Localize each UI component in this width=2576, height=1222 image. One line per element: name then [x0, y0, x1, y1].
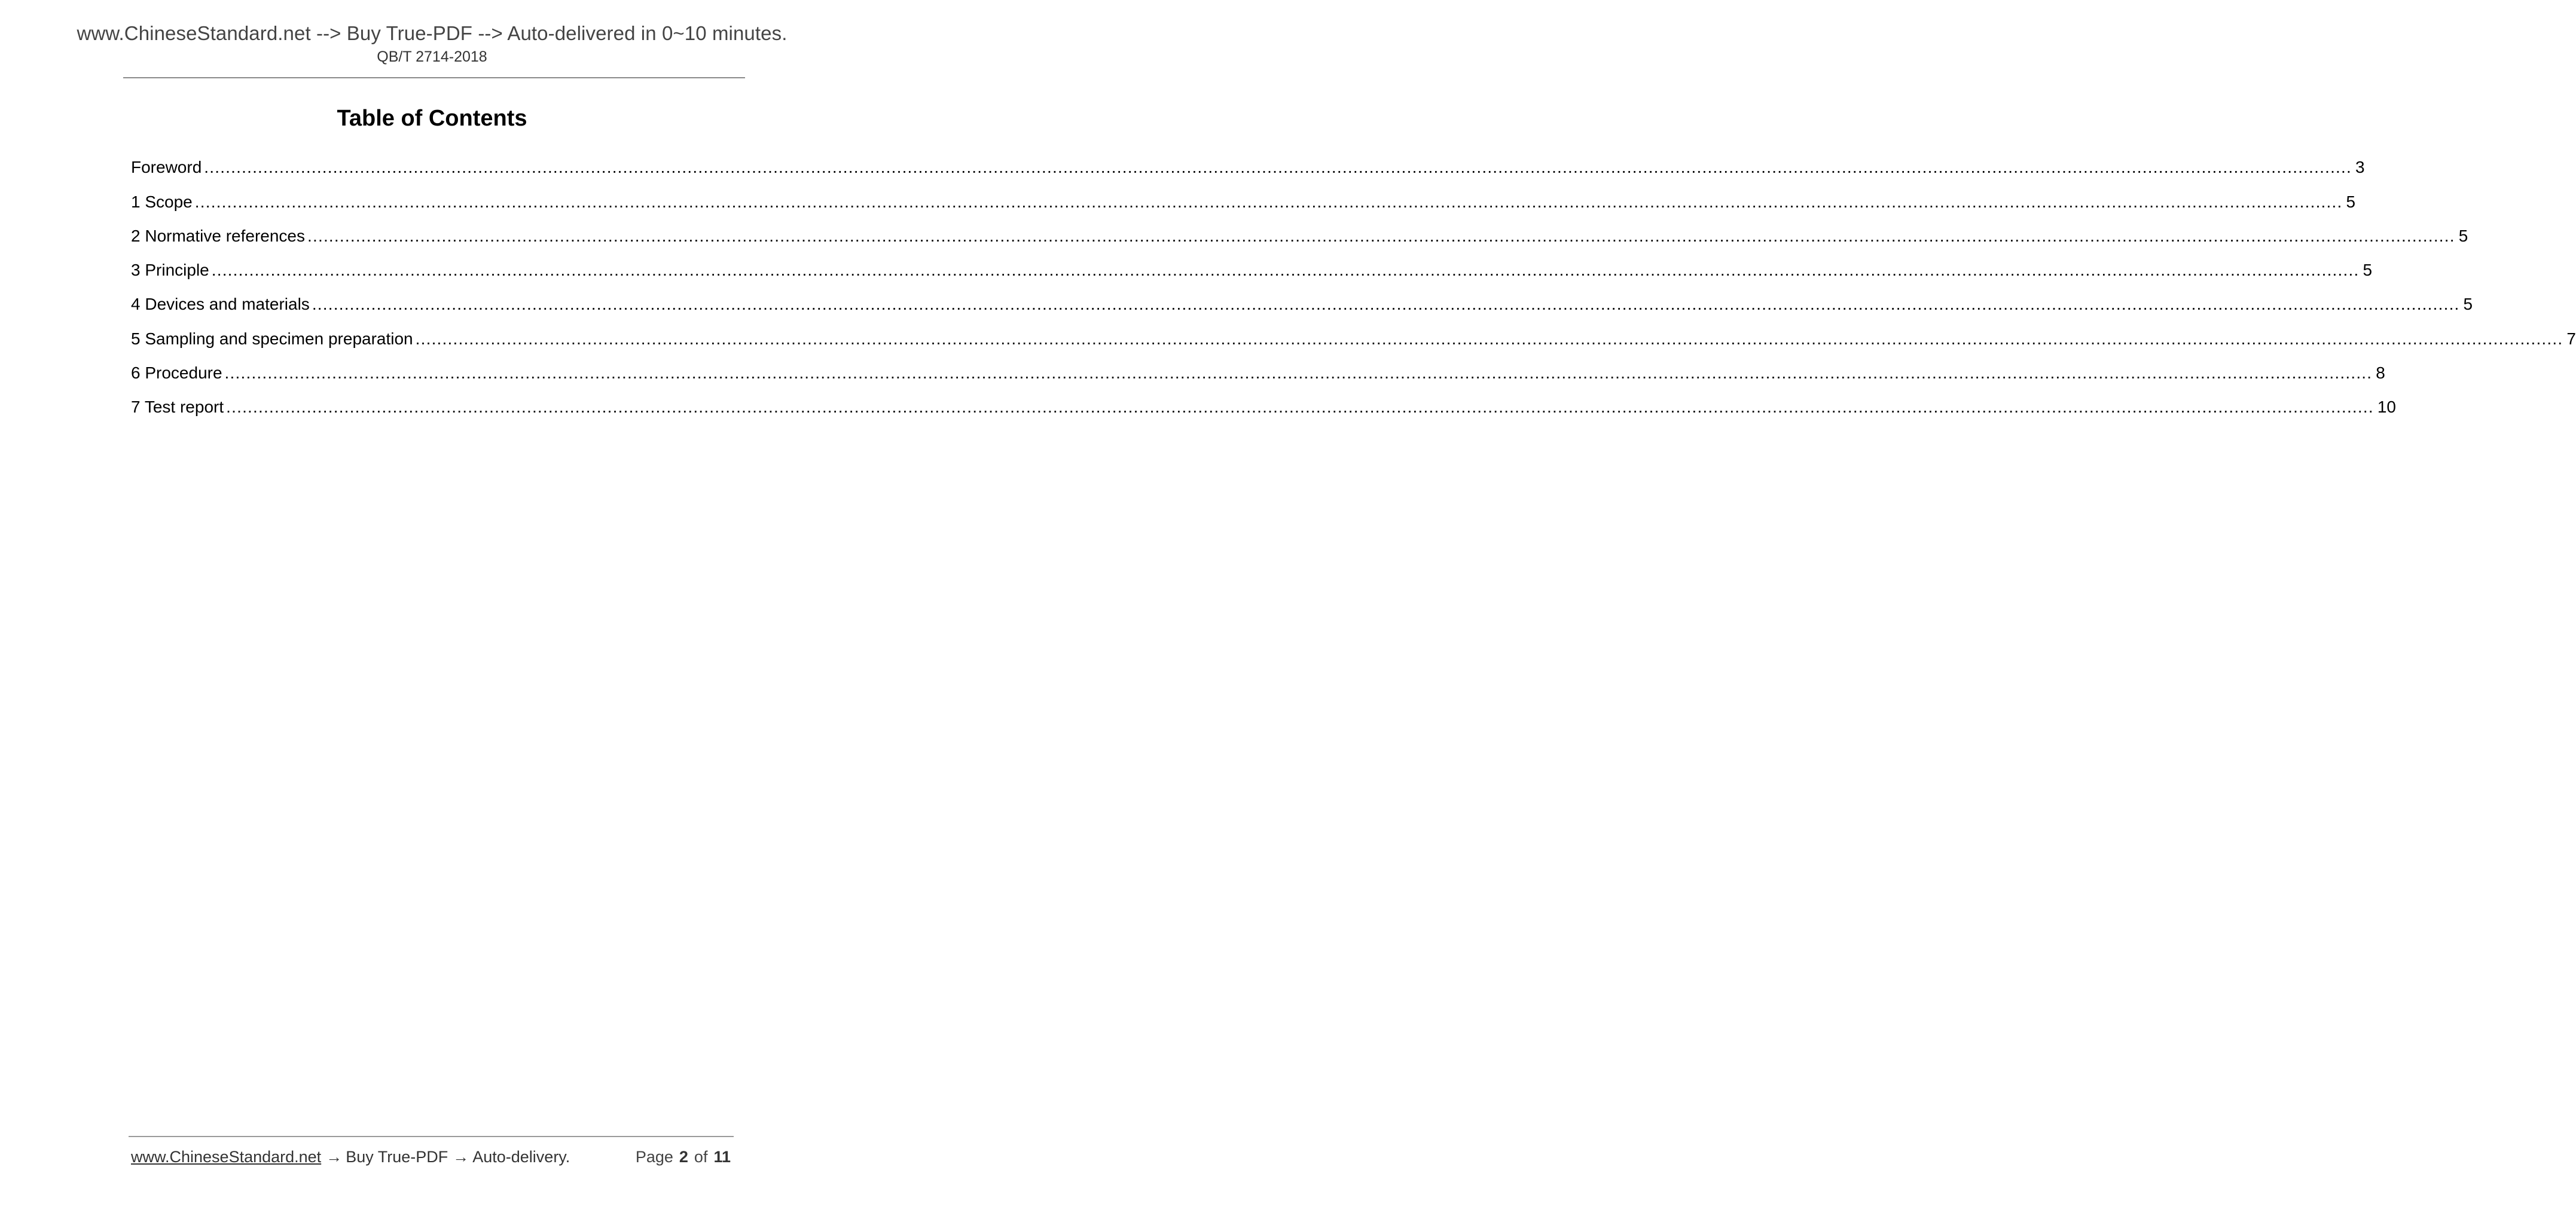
toc-entry-label: 6 Procedure	[131, 363, 222, 383]
header-divider	[123, 77, 745, 78]
toc-entry-sampling[interactable]	[131, 316, 2576, 350]
toc-entry-foreword[interactable]	[131, 145, 2365, 179]
footer-delivery-text: Auto-delivery.	[472, 1148, 570, 1166]
footer-site-link[interactable]: www.ChineseStandard.net	[131, 1148, 322, 1166]
toc-title: Table of Contents	[337, 106, 527, 131]
toc-entry-page: 3	[2355, 158, 2365, 177]
toc-dot-leader: ................................................................................................................................................................................................................................................................................................................................................................................................................	[415, 329, 2563, 348]
page-word: Page	[635, 1148, 673, 1166]
toc-entry-normative-references[interactable]	[131, 214, 2468, 248]
toc-entry-scope[interactable]	[131, 179, 2356, 213]
toc-entry-label: Foreword	[131, 158, 202, 177]
standard-code: QB/T 2714-2018	[377, 48, 487, 65]
toc-entry-label: 1 Scope	[131, 192, 193, 211]
toc-entry-label: 4 Devices and materials	[131, 295, 310, 314]
page-current: 2	[679, 1148, 688, 1166]
footer-promo	[131, 1147, 570, 1167]
right-arrow-icon: →	[453, 1148, 469, 1166]
toc-entry-label: 7 Test report	[131, 398, 224, 417]
page-total: 11	[713, 1148, 731, 1166]
toc-entry-test-report[interactable]	[131, 385, 2396, 419]
toc-entry-page: 8	[2376, 363, 2385, 383]
toc-dot-leader: ................................................................................................................................................................................................................................................................................................................................................................................................................	[224, 363, 2373, 383]
footer-divider	[129, 1136, 734, 1137]
toc-entry-page: 5	[2458, 226, 2468, 245]
toc-entry-label: 2 Normative references	[131, 226, 306, 245]
toc-entry-page: 5	[2363, 261, 2373, 280]
toc-entry-devices-and-materials[interactable]	[131, 282, 2473, 316]
toc-dot-leader: ................................................................................................................................................................................................................................................................................................................................................................................................................	[307, 226, 2455, 245]
of-word: of	[694, 1148, 708, 1166]
toc-entry-page: 10	[2377, 398, 2396, 417]
toc-entry-page: 5	[2346, 192, 2356, 211]
toc-dot-leader: ................................................................................................................................................................................................................................................................................................................................................................................................................	[226, 398, 2374, 417]
toc-entry-page: 5	[2463, 295, 2473, 314]
toc-entry-procedure[interactable]	[131, 351, 2385, 385]
toc-entry-label: 3 Principle	[131, 261, 209, 280]
toc-entry-page: 7	[2566, 329, 2576, 348]
toc-list	[131, 145, 2576, 419]
right-arrow-icon: →	[326, 1148, 343, 1166]
footer-buy-text: Buy True-PDF	[346, 1148, 448, 1166]
toc-dot-leader: ................................................................................................................................................................................................................................................................................................................................................................................................................	[211, 261, 2360, 280]
toc-dot-leader: ................................................................................................................................................................................................................................................................................................................................................................................................................	[312, 295, 2460, 314]
toc-entry-principle[interactable]	[131, 248, 2373, 282]
toc-dot-leader: ................................................................................................................................................................................................................................................................................................................................................................................................................	[204, 158, 2352, 177]
toc-dot-leader: ................................................................................................................................................................................................................................................................................................................................................................................................................	[194, 192, 2343, 211]
toc-entry-label: 5 Sampling and specimen preparation	[131, 329, 413, 348]
header-banner: www.ChineseStandard.net --> Buy True-PDF --> Auto-delivered in 0~10 minutes.	[77, 22, 788, 44]
page-indicator	[636, 1147, 731, 1167]
